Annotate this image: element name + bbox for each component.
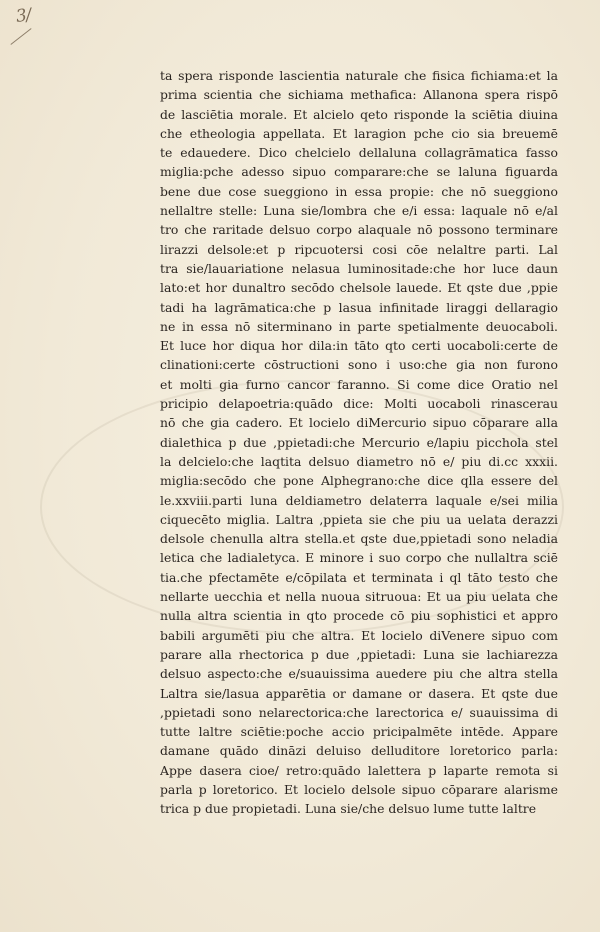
text-line: tadi ha lagrāmatica:che p lasua infinitade liraggi dellaragio bbox=[160, 299, 558, 315]
text-line: lirazzi delsole:et p ripcuotersi cosi cōe nelaltre parti. Lal bbox=[160, 241, 558, 257]
text-line: miglia:secōdo che pone Alphegrano:che dice qlla essere del bbox=[160, 473, 558, 489]
text-line: pricipio delapoetria:quādo dice: Molti uocaboli rinascerau bbox=[160, 396, 558, 412]
text-line: tro che raritade delsuo corpo alaquale nō possono terminare bbox=[160, 222, 558, 238]
text-line: trica p due propietadi. Luna sie/che delsuo lume tutte laltre bbox=[160, 801, 537, 817]
text-line: Et luce hor diqua hor dila:in tāto qto certi uocaboli:certe de bbox=[160, 338, 558, 354]
text-line: te edauedere. Dico chelcielo dellaluna collagrāmatica fasso bbox=[160, 145, 558, 161]
text-line: dialethica p due ,ppietadi:che Mercurio e/lapiu picchola stel bbox=[160, 434, 558, 450]
text-line: nellaltre stelle: Luna sie/lombra che e/i essa: laquale nō e/al bbox=[160, 203, 558, 219]
text-line: che etheologia appellata. Et laragion pche cio sia breuemē bbox=[160, 125, 558, 141]
text-line: le.xxviii.parti luna deldiametro delaterra laquale e/sei milia bbox=[160, 492, 558, 508]
text-line: nulla altra scientia in qto procede cō piu sophistici et appro bbox=[160, 608, 558, 624]
text-line: letica che ladialetyca. E minore i suo corpo che nullaltra sciē bbox=[160, 550, 558, 566]
margin-note: 3/ bbox=[14, 5, 32, 27]
text-line: miglia:pche adesso sipuo comparare:che se laluna figuarda bbox=[160, 164, 558, 180]
text-column bbox=[160, 66, 558, 819]
text-line: nellarte uecchia et nella nuoua sitruoua: Et ua piu uelata che bbox=[160, 589, 558, 605]
text-line: damane quādo dināzi deluiso delluditore loretorico parla: bbox=[160, 743, 558, 759]
text-line: bene due cose sueggiono in essa propie: che nō sueggiono bbox=[160, 183, 558, 199]
text-line: babili argumēti piu che altra. Et locielo diVenere sipuo com bbox=[160, 627, 558, 643]
text-line: clinationi:certe cōstructioni sono i uso:che gia non furono bbox=[160, 357, 558, 373]
text-line: lato:et hor dunaltro secōdo chelsole lauede. Et qste due ,ppie bbox=[160, 280, 558, 296]
text-line: tra sie/lauariatione nelasua luminositade:che hor luce daun bbox=[160, 260, 558, 276]
text-line: ta spera risponde lascientia naturale che fisica fichiama:et la bbox=[160, 68, 558, 83]
text-line: prima scientia che sichiama methafica: Allanona spera rispō bbox=[160, 87, 558, 103]
text-line: nō che gia cadero. Et locielo diMercurio sipuo cōparare alla bbox=[160, 415, 558, 431]
text-line: ne in essa nō siterminano in parte spetialmente deuocaboli. bbox=[160, 318, 558, 334]
text-line: tia.che pfectamēte e/cōpilata et terminata i ql tāto testo che bbox=[160, 569, 558, 585]
text-line: ciquecēto miglia. Laltra ,ppieta sie che piu ua uelata derazzi bbox=[160, 511, 558, 527]
text-line: delsuo aspecto:che e/suauissima auedere piu che altra stella bbox=[160, 666, 558, 682]
text-line: ,ppietadi sono nelarectorica:che larectorica e/ suauissima di bbox=[160, 704, 558, 720]
text-line: parla p loretorico. Et locielo delsole sipuo cōparare alarisme bbox=[160, 781, 558, 797]
text-line: tutte laltre sciētie:poche accio pricipalmēte intēde. Appare bbox=[160, 724, 558, 740]
text-line: et molti gia furno cancor faranno. Si come dice Oratio nel bbox=[160, 376, 558, 392]
text-line: de lasciētia morale. Et alcielo qeto risponde la sciētia diuina bbox=[160, 106, 558, 122]
text-line: la delcielo:che laqtita delsuo diametro nō e/ piu di.cc xxxii. bbox=[160, 453, 558, 469]
text-line: Laltra sie/lasua apparētia or damane or dasera. Et qste due bbox=[160, 685, 558, 701]
margin-pen-stroke bbox=[10, 28, 31, 45]
text-line: Appe dasera cioe/ retro:quādo lalettera p laparte remota si bbox=[160, 762, 558, 778]
text-line: delsole chenulla altra stella.et qste due,ppietadi sono neladia bbox=[160, 531, 558, 547]
text-line: parare alla rhectorica p due ,ppietadi: Luna sie lachiarezza bbox=[160, 646, 558, 662]
